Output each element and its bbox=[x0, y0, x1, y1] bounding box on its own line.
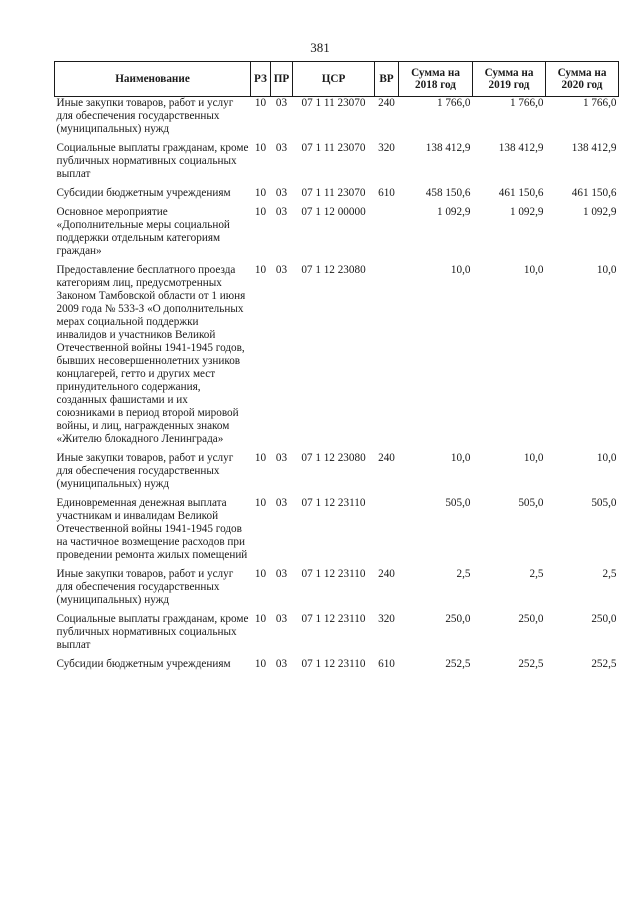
row-name: Предоставление бесплатного проезда категориям лиц, предусмотренных Законом Тамбовской области от 1 июня 2009 года № 533-З «О дополнительных мерах социальной поддержки инвалидов и участников Великой Отечественной войны 1941-1945 годов, бывших несовершеннолетних узников концлагерей, гетто и других мест принудительного содержания, созданных фашистами и их союзниками в период второй мировой войны, и лиц, награжденных знаком «Жителю блокадного Ленинграда» bbox=[56, 264, 246, 445]
row-vr bbox=[375, 206, 399, 264]
row-name: Основное мероприятие «Дополнительные меры социальной поддержки отдельным категориям граждан» bbox=[56, 206, 230, 257]
row-sum-2020: 1 766,0 bbox=[582, 97, 617, 109]
header-sum-2018: Сумма на 2018 год bbox=[399, 62, 473, 97]
table-row bbox=[55, 452, 619, 497]
row-vr: 240 bbox=[378, 97, 395, 109]
table-header bbox=[55, 62, 619, 97]
row-sum-2020: 138 412,9 bbox=[571, 142, 617, 154]
table-row bbox=[55, 206, 619, 264]
row-sum-2020: 461 150,6 bbox=[571, 187, 617, 199]
header-sum-2020: Сумма на 2020 год bbox=[546, 62, 619, 97]
row-pr: 03 bbox=[275, 568, 288, 580]
row-sum-2019: 1 092,9 bbox=[509, 206, 544, 218]
row-pr: 03 bbox=[275, 206, 288, 218]
row-vr bbox=[375, 264, 399, 452]
table-row bbox=[55, 658, 619, 677]
row-pr: 03 bbox=[275, 97, 288, 109]
budget-table bbox=[54, 61, 619, 677]
row-rz: 10 bbox=[254, 613, 267, 625]
row-sum-2019: 461 150,6 bbox=[498, 187, 544, 199]
row-sum-2018: 1 766,0 bbox=[436, 97, 471, 109]
row-sum-2018: 138 412,9 bbox=[425, 142, 471, 154]
row-sum-2019: 252,5 bbox=[518, 658, 544, 670]
row-vr: 320 bbox=[378, 613, 395, 625]
row-pr: 03 bbox=[275, 658, 288, 670]
row-name: Иные закупки товаров, работ и услуг для обеспечения государственных (муниципальных) нужд bbox=[56, 568, 234, 606]
row-sum-2019: 250,0 bbox=[518, 613, 544, 625]
row-pr: 03 bbox=[275, 613, 288, 625]
row-csr: 07 1 12 23080 bbox=[301, 452, 366, 464]
row-vr: 320 bbox=[378, 142, 395, 154]
table-body bbox=[55, 97, 619, 678]
row-rz: 10 bbox=[254, 568, 267, 580]
row-pr: 03 bbox=[275, 497, 288, 509]
table-row bbox=[55, 142, 619, 187]
row-sum-2020: 10,0 bbox=[596, 264, 617, 276]
row-sum-2020: 1 092,9 bbox=[582, 206, 617, 218]
header-pr: ПР bbox=[271, 62, 293, 97]
row-name: Социальные выплаты гражданам, кроме публичных нормативных социальных выплат bbox=[56, 142, 249, 180]
page-number: 381 bbox=[310, 40, 330, 55]
row-name: Единовременная денежная выплата участникам и инвалидам Великой Отечественной войны 1941-1945 годов на частичное возмещение расходов при проведении ремонта жилых помещений bbox=[56, 497, 248, 561]
row-sum-2020: 505,0 bbox=[591, 497, 617, 509]
row-rz: 10 bbox=[254, 142, 267, 154]
table-row bbox=[55, 264, 619, 452]
row-sum-2018: 10,0 bbox=[450, 452, 471, 464]
header-rz: РЗ bbox=[251, 62, 271, 97]
row-csr: 07 1 12 23110 bbox=[301, 658, 366, 670]
table-row bbox=[55, 497, 619, 568]
row-sum-2019: 138 412,9 bbox=[498, 142, 544, 154]
row-rz: 10 bbox=[254, 264, 267, 276]
row-sum-2018: 1 092,9 bbox=[436, 206, 471, 218]
row-sum-2018: 250,0 bbox=[445, 613, 471, 625]
row-csr: 07 1 12 00000 bbox=[301, 206, 366, 218]
row-sum-2020: 250,0 bbox=[591, 613, 617, 625]
row-sum-2018: 458 150,6 bbox=[425, 187, 471, 199]
row-name: Субсидии бюджетным учреждениям bbox=[56, 658, 231, 670]
header-name: Наименование bbox=[55, 62, 251, 97]
row-pr: 03 bbox=[275, 452, 288, 464]
row-sum-2018: 10,0 bbox=[450, 264, 471, 276]
row-pr: 03 bbox=[275, 187, 288, 199]
row-pr: 03 bbox=[275, 264, 288, 276]
row-vr bbox=[375, 497, 399, 568]
row-rz: 10 bbox=[254, 497, 267, 509]
row-csr: 07 1 11 23070 bbox=[301, 142, 366, 154]
header-sum-2019: Сумма на 2019 год bbox=[473, 62, 546, 97]
row-name: Иные закупки товаров, работ и услуг для обеспечения государственных (муниципальных) нужд bbox=[56, 97, 234, 135]
row-name: Субсидии бюджетным учреждениям bbox=[56, 187, 231, 199]
row-sum-2018: 252,5 bbox=[445, 658, 471, 670]
row-sum-2018: 2,5 bbox=[456, 568, 471, 580]
row-vr: 610 bbox=[378, 658, 395, 670]
row-sum-2019: 10,0 bbox=[523, 452, 544, 464]
row-rz: 10 bbox=[254, 452, 267, 464]
row-sum-2020: 252,5 bbox=[591, 658, 617, 670]
row-csr: 07 1 12 23110 bbox=[301, 568, 366, 580]
header-csr: ЦСР bbox=[293, 62, 375, 97]
table-row bbox=[55, 568, 619, 613]
row-sum-2020: 2,5 bbox=[602, 568, 617, 580]
row-rz: 10 bbox=[254, 206, 267, 218]
row-rz: 10 bbox=[254, 187, 267, 199]
row-rz: 10 bbox=[254, 97, 267, 109]
row-csr: 07 1 12 23110 bbox=[301, 613, 366, 625]
header-vr: ВР bbox=[375, 62, 399, 97]
row-name: Социальные выплаты гражданам, кроме публичных нормативных социальных выплат bbox=[56, 613, 249, 651]
row-csr: 07 1 11 23070 bbox=[301, 97, 366, 109]
row-sum-2018: 505,0 bbox=[445, 497, 471, 509]
row-vr: 240 bbox=[378, 452, 395, 464]
row-sum-2019: 10,0 bbox=[523, 264, 544, 276]
table-row bbox=[55, 613, 619, 658]
row-sum-2019: 505,0 bbox=[518, 497, 544, 509]
row-pr: 03 bbox=[275, 142, 288, 154]
row-sum-2019: 2,5 bbox=[529, 568, 544, 580]
row-rz: 10 bbox=[254, 658, 267, 670]
row-sum-2020: 10,0 bbox=[596, 452, 617, 464]
row-csr: 07 1 12 23110 bbox=[301, 497, 366, 509]
row-csr: 07 1 12 23080 bbox=[301, 264, 366, 276]
table-row bbox=[55, 97, 619, 143]
row-sum-2019: 1 766,0 bbox=[509, 97, 544, 109]
table-row bbox=[55, 187, 619, 206]
row-vr: 610 bbox=[378, 187, 395, 199]
row-vr: 240 bbox=[378, 568, 395, 580]
row-csr: 07 1 11 23070 bbox=[301, 187, 366, 199]
row-name: Иные закупки товаров, работ и услуг для обеспечения государственных (муниципальных) нужд bbox=[56, 452, 234, 490]
